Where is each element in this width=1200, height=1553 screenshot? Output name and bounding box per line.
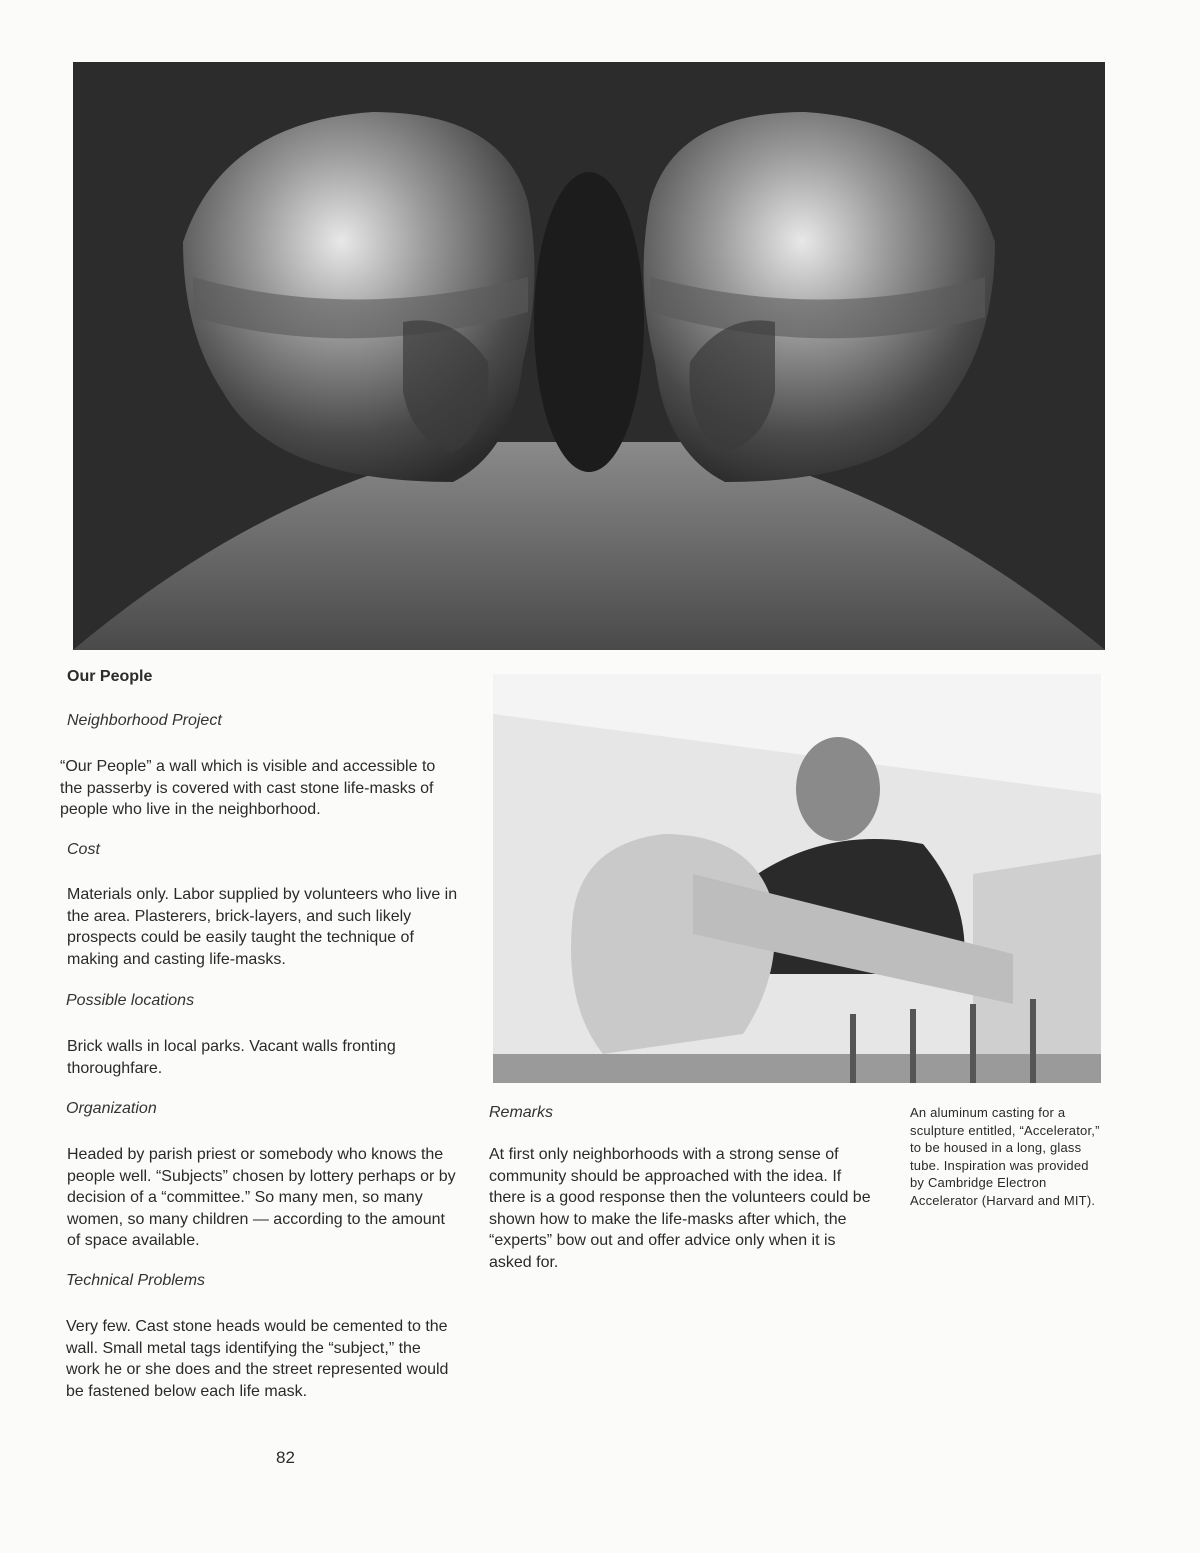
page-number: 82 — [276, 1448, 295, 1467]
photo-caption: An aluminum casting for a sculpture entitled, “Accelerator,” to be housed in a long, glass tube. Inspiration was provided by Cambridge Electron Accelerator (Harvard and MIT). — [910, 1105, 1100, 1208]
technical-heading: Technical Problems — [66, 1272, 206, 1289]
locations-text: Brick walls in local parks. Vacant walls fronting thoroughfare. — [67, 1038, 396, 1077]
subtitle: Neighborhood Project — [67, 712, 222, 729]
remarks-heading: Remarks — [489, 1104, 554, 1121]
cost-text: Materials only. Labor supplied by volunteers who live in the area. Plasterers, brick-layers, and such likely prospects could be easily taught the technique of making and casting life-masks. — [67, 886, 458, 968]
organization-text: Headed by parish priest or somebody who knows the people well. “Subjects” chosen by lottery perhaps or by decision of a “committee.” So many men, so many women, so many children — according to the amount of space available. — [67, 1146, 456, 1249]
remarks-text: At first only neighborhoods with a strong sense of community should be approached with the idea. If there is a good response then the volunteers could be shown how to make the life-masks after which, the “experts” bow out and offer advice only when it is asked for. — [489, 1146, 871, 1271]
technical-text: Very few. Cast stone heads would be cemented to the wall. Small metal tags identifying the “subject,” the work he or she does and the street represented would be fastened below each life mask. — [66, 1318, 449, 1400]
organization-heading: Organization — [66, 1100, 157, 1117]
intro-paragraph: “Our People” a wall which is visible and accessible to the passerby is covered with cast stone life-masks of people who live in the neighborhood. — [60, 758, 436, 818]
locations-heading: Possible locations — [66, 992, 195, 1009]
artist-photo — [493, 674, 1101, 1083]
sculpture-photo — [73, 62, 1105, 650]
cost-heading: Cost — [67, 841, 100, 858]
section-title: Our People — [67, 668, 153, 685]
